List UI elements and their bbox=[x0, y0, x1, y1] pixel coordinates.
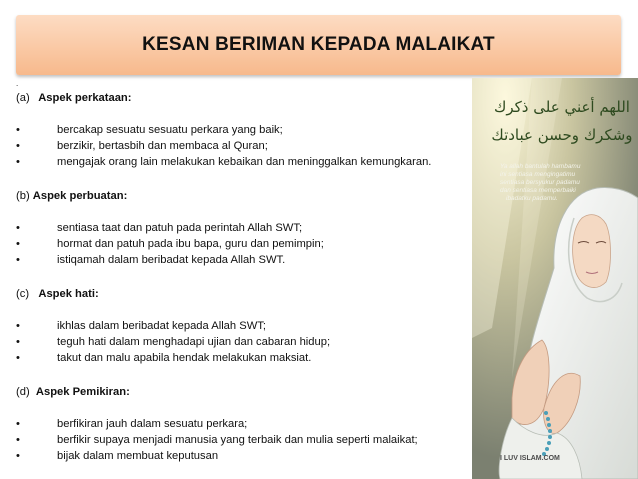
list-item bbox=[16, 334, 476, 350]
arabic-line-1: اللهم أعني على ذكرك bbox=[494, 98, 630, 116]
list-item bbox=[16, 154, 476, 170]
item-text: istiqamah dalam beribadat kepada Allah SWT. bbox=[57, 254, 286, 266]
list-item bbox=[16, 122, 476, 138]
section-label: (b) bbox=[16, 190, 30, 202]
list-item bbox=[16, 318, 476, 334]
overlay-line: sentiasa bersyukur padamu bbox=[500, 179, 580, 186]
bullet-icon: • bbox=[16, 238, 20, 250]
item-text: sentiasa taat dan patuh pada perintah Allah SWT; bbox=[57, 222, 303, 234]
section-label: (d) bbox=[16, 386, 30, 398]
bullet-icon: • bbox=[16, 434, 20, 446]
list-item bbox=[16, 432, 476, 448]
list-item bbox=[16, 350, 476, 366]
bullet-icon: • bbox=[16, 222, 20, 234]
section-heading bbox=[16, 384, 476, 400]
content bbox=[16, 79, 476, 464]
bullet-icon: • bbox=[16, 254, 20, 266]
bullet-icon: • bbox=[16, 450, 20, 462]
bullet-icon: • bbox=[16, 336, 20, 348]
item-text: hormat dan patuh pada ibu bapa, guru dan pemimpin; bbox=[57, 238, 324, 250]
list-item bbox=[16, 220, 476, 236]
section-heading bbox=[16, 90, 476, 106]
list-item bbox=[16, 138, 476, 154]
bullet-icon: • bbox=[16, 156, 20, 168]
list-item bbox=[16, 416, 476, 432]
bullet-icon: • bbox=[16, 124, 20, 136]
bullet-icon: • bbox=[16, 320, 20, 332]
overlay-line: ibadatku padamu. bbox=[506, 195, 558, 202]
section-heading bbox=[16, 286, 476, 302]
item-text: berzikir, bertasbih dan membaca al Quran; bbox=[57, 140, 268, 152]
item-text: bercakap sesuatu sesuatu perkara yang baik; bbox=[57, 124, 283, 136]
section-title: Aspek perkataan: bbox=[38, 92, 132, 104]
item-text: bijak dalam membuat keputusan bbox=[57, 450, 219, 462]
praying-woman-illustration bbox=[472, 78, 638, 479]
slide-title: KESAN BERIMAN KEPADA MALAIKAT bbox=[142, 34, 495, 55]
item-text: mengajak orang lain melakukan kebaikan dan meninggalkan kemungkaran. bbox=[57, 156, 432, 168]
arabic-line-2: وشكرك وحسن عبادتك bbox=[491, 126, 633, 144]
overlay-line: Ya allah bantulah hambamu bbox=[500, 163, 581, 170]
item-text: berfikir supaya menjadi manusia yang terbaik dan mulia seperti malaikat; bbox=[57, 434, 418, 446]
bullet-icon: • bbox=[16, 418, 20, 430]
section-heading bbox=[16, 188, 476, 204]
section-title: Aspek Pemikiran: bbox=[35, 386, 130, 398]
bullet-icon: • bbox=[16, 140, 20, 152]
list-item bbox=[16, 252, 476, 268]
overlay-line: ini sentiasa mengingatimu bbox=[500, 171, 576, 178]
title-bar bbox=[16, 15, 621, 75]
item-text: ikhlas dalam beribadat kepada Allah SWT; bbox=[57, 320, 266, 332]
section-title: Aspek perbuatan: bbox=[32, 190, 128, 202]
section-title: Aspek hati: bbox=[38, 288, 99, 300]
list-item bbox=[16, 236, 476, 252]
item-text: takut dan malu apabila hendak melakukan maksiat. bbox=[57, 352, 312, 364]
item-text: berfikiran jauh dalam sesuatu perkara; bbox=[57, 418, 248, 430]
stray-dot: . bbox=[16, 79, 19, 88]
item-text: teguh hati dalam menghadapi ujian dan cabaran hidup; bbox=[57, 336, 331, 348]
section-label: (a) bbox=[16, 92, 30, 104]
list-item bbox=[16, 448, 476, 464]
overlay-line: dan sentiasa memperbaiki bbox=[500, 187, 576, 194]
section-label: (c) bbox=[16, 288, 30, 300]
bullet-icon: • bbox=[16, 352, 20, 364]
watermark: I LUV ISLAM.COM bbox=[500, 455, 560, 462]
